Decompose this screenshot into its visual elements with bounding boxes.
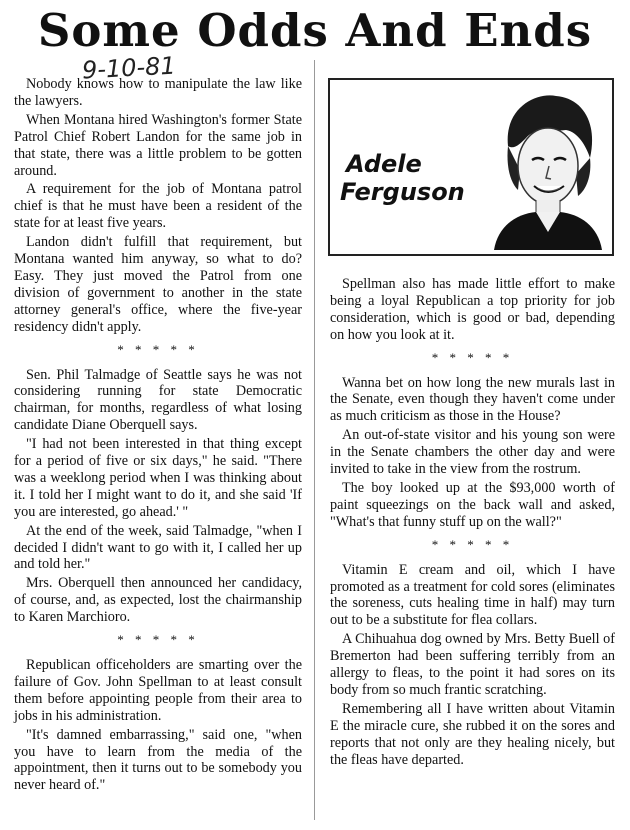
byline-name bbox=[340, 150, 465, 206]
paragraph: Nobody knows how to manipulate the law like the lawyers. bbox=[14, 76, 302, 109]
paragraph: "I had not been interested in that thing except for a period of five or six days," he said. "There was a weeklong period when I was thinking about it. I told her I might want to do it, and she said 'If you are interested, go ahead.' " bbox=[14, 436, 302, 520]
paragraph: Remembering all I have written about Vitamin E the miracle cure, she rubbed it on the sores and reports that not only are they healing nicely, but the fleas have departed. bbox=[330, 700, 615, 768]
paragraph: A Chihuahua dog owned by Mrs. Betty Buell of Bremerton had been suffering terribly from an allergy to fleas, to the point it had sores on its body from so much frantic scratching. bbox=[330, 631, 615, 698]
author-portrait bbox=[486, 86, 606, 250]
paragraph: An out-of-state visitor and his young son were in the Senate chambers the other day and were invited to take in the view from the rostrum. bbox=[330, 427, 615, 478]
right-column bbox=[330, 276, 615, 770]
paragraph: Wanna bet on how long the new murals last in the Senate, even though they haven't come under as much criticism as those in the House? bbox=[330, 374, 615, 425]
paragraph: Spellman also has made little effort to make being a loyal Republican a top priority for job consideration, which is good or bad, depending on how you look at it. bbox=[330, 276, 615, 343]
byline-last-name: Ferguson bbox=[340, 178, 465, 206]
paragraph: Mrs. Oberquell then announced her candidacy, of course, and, as expected, lost the chairmanship to Karen Marchioro. bbox=[14, 575, 302, 626]
paragraph: Republican officeholders are smarting over the failure of Gov. John Spellman to at least consult them before appointing people from their area to jobs in his administration. bbox=[14, 657, 302, 724]
left-column bbox=[14, 76, 302, 796]
section-separator: * * * * * bbox=[431, 536, 514, 552]
byline-box bbox=[328, 78, 614, 256]
paragraph: The boy looked up at the $93,000 worth of paint squeezings on the back wall and asked, "What's that funny stuff up on the wall?" bbox=[330, 479, 615, 530]
paragraph: At the end of the week, said Talmadge, "when I decided I didn't want to go with it, I called her up and told her." bbox=[14, 522, 302, 573]
byline-first-name: Adele bbox=[346, 150, 422, 178]
paragraph: A requirement for the job of Montana patrol chief is that he must have been a resident of the state for at least five years. bbox=[14, 181, 302, 232]
paragraph: When Montana hired Washington's former State Patrol Chief Robert Landon for the same job in that state, there was a little problem to be gotten around. bbox=[14, 111, 302, 179]
paragraph: Landon didn't fulfill that requirement, but Montana wanted him anyway, so what to do? Easy. They just moved the Patrol from one division of government to another in the state attorney general's office, where the five-year residency didn't apply. bbox=[14, 234, 302, 335]
handwritten-date: 9-10-81 bbox=[81, 51, 177, 85]
paragraph: "It's damned embarrassing," said one, "when you have to learn from the media of the appointment, then it turns out to be somebody you never heard of." bbox=[14, 726, 302, 794]
section-separator: * * * * * bbox=[431, 349, 514, 365]
paragraph: Sen. Phil Talmadge of Seattle says he was not considering running for state Democratic chairman, for months, regardless of what losing candidate Diane Oberquell says. bbox=[14, 366, 302, 434]
column-divider bbox=[314, 60, 315, 820]
section-separator: * * * * * bbox=[117, 341, 199, 357]
section-separator: * * * * * bbox=[117, 632, 199, 648]
paragraph: Vitamin E cream and oil, which I have promoted as a treatment for cold sores (eliminates the soreness, cuts healing time in half) may turn out to be a substitute for flea collars. bbox=[330, 561, 615, 629]
headline: Some Odds And Ends bbox=[37, 4, 593, 57]
